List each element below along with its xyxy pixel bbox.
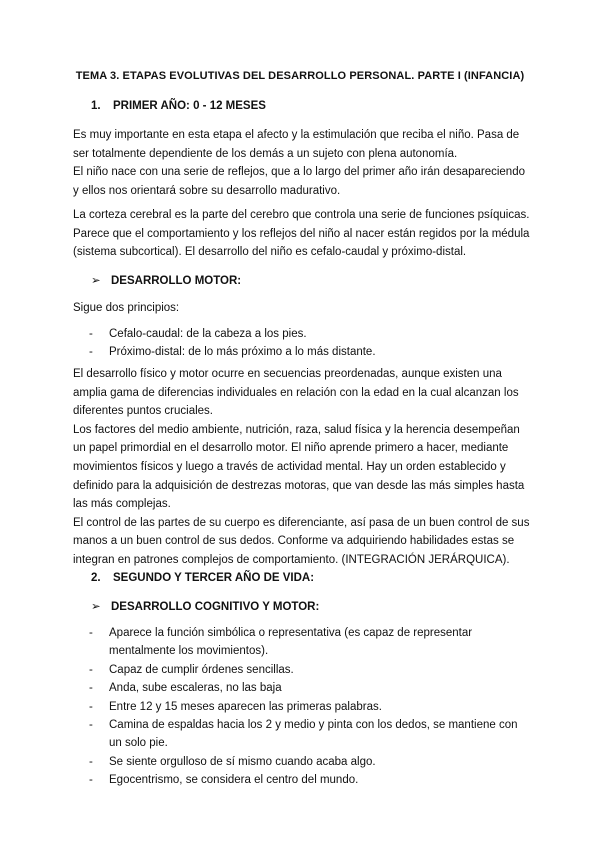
intro-text: Sigue dos principios: xyxy=(73,302,180,314)
section-2-heading xyxy=(91,572,314,584)
section-1-title: PRIMER AÑO: 0 - 12 MESES xyxy=(113,100,266,112)
arrow-bullet-icon: ➢ xyxy=(91,601,101,613)
section-2-number: 2. xyxy=(91,572,101,584)
dash-bullet: - xyxy=(89,682,93,695)
motor-development-heading xyxy=(91,273,241,287)
section-1-number: 1. xyxy=(91,100,101,112)
dash-bullet: - xyxy=(89,663,93,676)
list-item xyxy=(89,753,529,771)
document-title: TEMA 3. ETAPAS EVOLUTIVAS DEL DESARROLLO PERSONAL. PARTE I (INFANCIA) xyxy=(75,70,525,82)
list-item-text: Aparece la función simbólica o representativa (es capaz de representar mentalmente los movimientos). xyxy=(109,627,473,658)
list-item xyxy=(89,698,529,716)
section-1-paragraph-3 xyxy=(73,365,533,570)
section-1-heading xyxy=(91,100,266,112)
dash-bullet: - xyxy=(89,755,93,768)
cognitive-motor-heading xyxy=(91,599,319,613)
list-item-text: Entre 12 y 15 meses aparecen las primeras palabras. xyxy=(109,700,382,713)
dash-bullet: - xyxy=(89,774,93,787)
motor-development-title: DESARROLLO MOTOR: xyxy=(111,275,242,287)
section-1-paragraph-1 xyxy=(73,126,533,200)
principles-list xyxy=(89,325,529,362)
list-item xyxy=(89,325,529,343)
list-item-text: Anda, sube escaleras, no las baja xyxy=(109,682,282,695)
cognitive-motor-title: DESARROLLO COGNITIVO Y MOTOR: xyxy=(111,601,320,613)
list-item-text: Próximo-distal: de lo más próximo a lo más distante. xyxy=(109,346,376,359)
list-item xyxy=(89,716,529,753)
principles-intro xyxy=(73,299,533,318)
list-item xyxy=(89,771,529,789)
list-item xyxy=(89,343,529,361)
list-item-text: Cefalo-caudal: de la cabeza a los pies. xyxy=(109,328,307,340)
dash-bullet: - xyxy=(89,719,93,732)
paragraph-line: El niño nace con una serie de reflejos, que a lo largo del primer año irán desapareciendo y ellos nos orientará sobre su desarrollo madurativo. xyxy=(73,166,525,197)
dash-bullet: - xyxy=(89,346,93,359)
list-item-text: Camina de espaldas hacia los 2 y medio y pinta con los dedos, se mantiene con un solo pie. xyxy=(109,719,518,750)
paragraph-line: El control de las partes de su cuerpo es diferenciante, así pasa de un buen control de sus manos a un buen control de sus dedos. Conforme va adquiriendo habilidades estas se integran en patrones complejos de comportamiento. (INTEGRACIÓN JERÁRQUICA). xyxy=(73,516,530,566)
paragraph-line: Los factores del medio ambiente, nutrición, raza, salud física y la herencia desempeñan un papel primordial en el desarrollo motor. El niño aprende primero a hacer, mediante movimientos físicos y luego a través de actividad mental. Hay un orden establecido y definido para la adquisición de destrezas motoras, que van desde las más simples hasta las más complejas. xyxy=(73,423,525,511)
list-item xyxy=(89,661,529,679)
list-item xyxy=(89,624,529,661)
development-milestones-list xyxy=(89,624,529,790)
arrow-bullet-icon: ➢ xyxy=(91,275,101,287)
section-1-paragraph-2 xyxy=(73,206,533,262)
list-item-text: Egocentrismo, se considera el centro del mundo. xyxy=(109,774,359,787)
list-item xyxy=(89,679,529,697)
section-2-title: SEGUNDO Y TERCER AÑO DE VIDA: xyxy=(113,572,315,584)
dash-bullet: - xyxy=(89,328,93,340)
dash-bullet: - xyxy=(89,700,93,713)
list-item-text: Se siente orgulloso de sí mismo cuando acaba algo. xyxy=(109,755,376,768)
dash-bullet: - xyxy=(89,627,93,639)
paragraph-line: El desarrollo físico y motor ocurre en secuencias preordenadas, aunque existen una amplia gama de diferencias individuales en relación con la edad en la cual alcanzan los diferentes puntos cruciales. xyxy=(73,368,519,418)
list-item-text: Capaz de cumplir órdenes sencillas. xyxy=(109,663,294,676)
paragraph-line: Es muy importante en esta etapa el afecto y la estimulación que reciba el niño. Pasa de ser totalmente dependiente de los demás a un sujeto con plena autonomía. xyxy=(73,129,520,160)
paragraph-text: La corteza cerebral es la parte del cerebro que controla una serie de funciones psíquicas. Parece que el comportamiento y los reflejos del niño al nacer están regidos por la médula (sistema subcortical). El desarrollo del niño es cefalo-caudal y próximo-distal. xyxy=(73,209,530,259)
